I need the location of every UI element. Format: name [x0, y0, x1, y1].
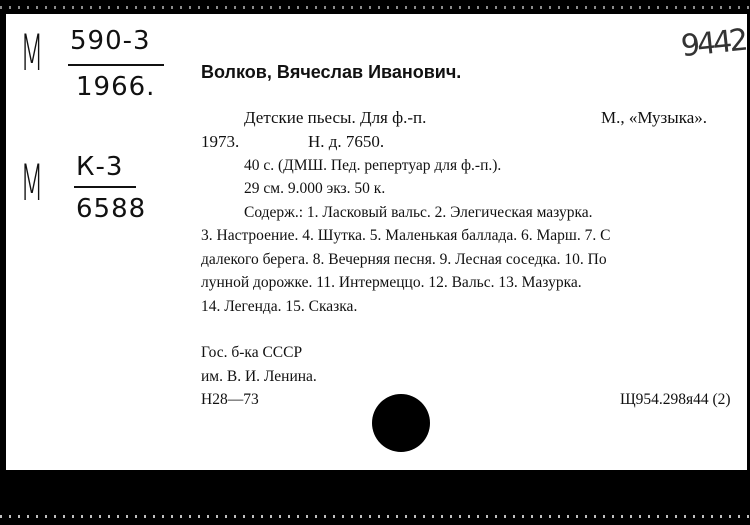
callnumber-1-top: 590-3 [70, 26, 151, 56]
library-line-1: Гос. б-ка СССР [201, 344, 303, 361]
top-perforation [0, 6, 750, 9]
callnumber-2-top: К-3 [76, 152, 124, 182]
pages-series-line: 40 с. (ДМШ. Пед. репертуар для ф.-п.). [244, 157, 502, 174]
size-print-line: 29 см. 9.000 экз. 50 к. [244, 180, 386, 197]
card-punch-hole [372, 394, 430, 452]
contents-line-3: далекого берега. 8. Вечерняя песня. 9. Лесная соседка. 10. По [201, 251, 607, 268]
author-heading: Волков, Вячеслав Иванович. [201, 62, 462, 82]
callnumber-2-bottom: 6588 [76, 194, 147, 224]
callnumber-2-letter: М [20, 154, 44, 212]
library-line-2: им. В. И. Ленина. [201, 368, 317, 385]
contents-line-4: лунной дорожке. 11. Интермеццо. 12. Вальс. 13. Мазурка. [201, 274, 582, 291]
contents-line-2: 3. Настроение. 4. Шутка. 5. Маленькая баллада. 6. Марш. 7. С [201, 227, 611, 244]
callnumber-1-letter: М [20, 24, 44, 82]
publisher: М., «Музыка». [601, 108, 707, 127]
bottom-perforation [0, 515, 750, 518]
card-number: Н28—73 [201, 391, 259, 408]
library-card [6, 14, 747, 470]
callnumber-1-divider [68, 64, 164, 66]
year: 1973. [201, 132, 240, 151]
plate-number: Н. д. 7650. [308, 132, 385, 151]
title-line: Детские пьесы. Для ф.-п. [244, 108, 427, 127]
contents-line-5: 14. Легенда. 15. Сказка. [201, 298, 358, 315]
contents-line-1: Содерж.: 1. Ласковый вальс. 2. Элегическая мазурка. [244, 204, 593, 221]
classification-code: Щ954.298я44 (2) [620, 391, 731, 408]
corner-handwritten-mark: 9442 [678, 22, 747, 65]
callnumber-2-divider [74, 186, 136, 188]
callnumber-1-bottom: 1966. [76, 72, 156, 102]
